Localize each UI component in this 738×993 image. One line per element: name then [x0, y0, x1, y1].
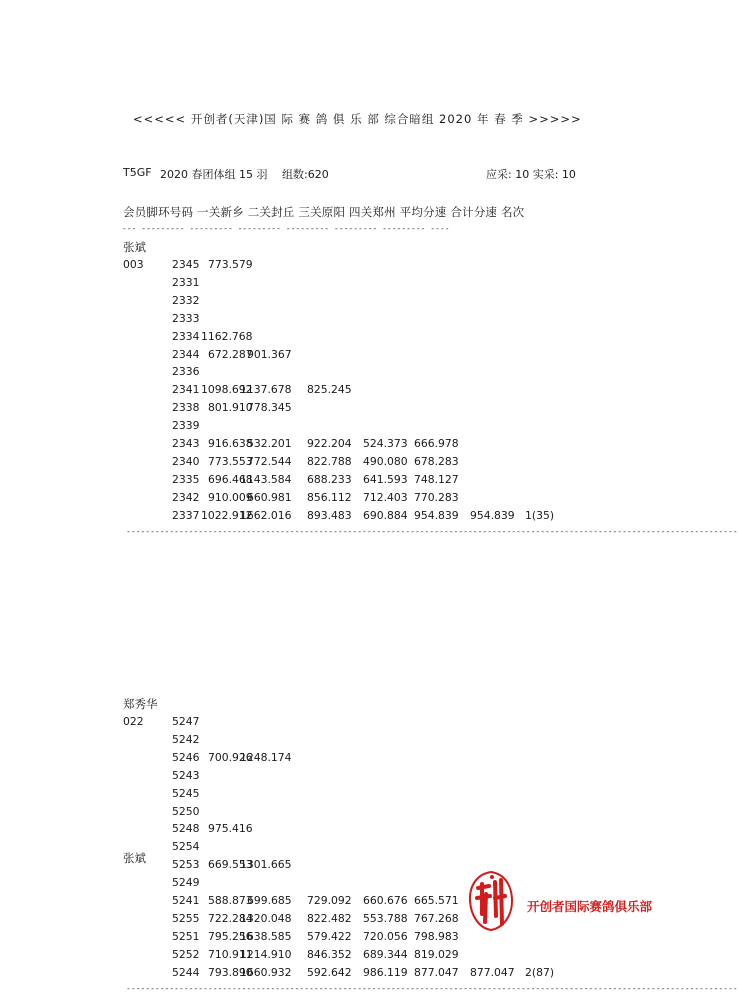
stage-speed: 1248.174: [240, 750, 292, 764]
header-rule: --- --------- --------- --------- --------- --------- --------- ----: [122, 224, 450, 233]
stage-speed: 524.373: [363, 437, 408, 450]
stage-speed: 767.268: [414, 911, 459, 925]
page-title: <<<<< 开创者(天津)国 际 赛 鸽 俱 乐 部 综合暗组 2020 年 春 季 >>>>>: [133, 112, 582, 126]
ring-number: 5251: [172, 929, 200, 943]
stage-speed: 856.112: [307, 490, 352, 504]
ring-number: 5252: [172, 947, 200, 961]
stage-speed: 490.080: [363, 454, 408, 468]
stage-speed: 1022.912: [201, 508, 253, 522]
stage-speed: 748.127: [414, 472, 459, 486]
stage-speed: 729.092: [307, 894, 352, 907]
member-name: 张斌: [123, 240, 146, 254]
member-name: 郑秀华: [123, 697, 158, 711]
ring-number: 2334: [172, 329, 200, 343]
stage-speed: 773.553: [208, 454, 253, 468]
club-logo: [463, 868, 663, 936]
stage-speed: 666.978: [414, 437, 459, 450]
stage-speed: 532.201: [247, 437, 292, 450]
stage-speed: 665.571: [414, 894, 459, 907]
stage-speed: 772.544: [247, 454, 292, 468]
ring-number: 2332: [172, 293, 200, 307]
ring-number: 2342: [172, 490, 200, 504]
stage-speed: 588.873: [208, 894, 253, 907]
stage-speed: 1660.932: [240, 965, 292, 979]
stage-speed: 696.468: [208, 472, 253, 486]
ring-number: 2345: [172, 258, 200, 271]
ring-number: 5254: [172, 840, 200, 854]
stage-speed: 579.422: [307, 929, 352, 943]
ring-number: 5246: [172, 750, 200, 764]
stage-speed: 1143.584: [240, 472, 292, 486]
ring-number: 5244: [172, 965, 200, 979]
ring-number: 2341: [172, 383, 200, 397]
stage-speed: 660.676: [363, 894, 408, 907]
stage-speed: 592.642: [307, 965, 352, 979]
stage-speed: 795.256: [208, 929, 253, 943]
stage-speed: 922.204: [307, 437, 352, 450]
ring-number: 5249: [172, 876, 200, 890]
ring-number: 2336: [172, 365, 200, 379]
stage-speed: 770.283: [414, 490, 459, 504]
stage-speed: 893.483: [307, 508, 352, 522]
stage-speed: 1162.768: [201, 329, 253, 343]
stage-speed: 819.029: [414, 947, 459, 961]
stage-speed: 722.284: [208, 911, 253, 925]
stage-speed: 1301.665: [240, 858, 292, 872]
group-separator: -------------------------------------------------------------------------------------------------------------------------------: [126, 983, 738, 993]
stage-speed: 846.352: [307, 947, 352, 961]
member-id: 003: [123, 258, 144, 271]
collection-counts: 应采: 10 实采: 10: [486, 168, 576, 181]
stage-speed: 669.553: [208, 858, 253, 872]
stage-speed: 986.119: [363, 965, 408, 979]
race-code: T5GF: [123, 166, 152, 179]
column-headers: 会员脚环号码 一关新乡 二关封丘 三关原阳 四关郑州 平均分速 合计分速 名次: [123, 205, 525, 219]
total-speed: 954.839: [470, 508, 515, 522]
group-count: 组数:620: [282, 168, 329, 181]
ring-number: 5248: [172, 822, 200, 836]
stage-speed: 688.233: [307, 472, 352, 486]
club-seal-icon: [463, 868, 519, 934]
stage-speed: 778.345: [247, 401, 292, 415]
stage-speed: 975.416: [208, 822, 253, 836]
stage-speed: 699.685: [247, 894, 292, 907]
member-name: 张斌: [123, 851, 146, 865]
stage-speed: 712.403: [363, 490, 408, 504]
ring-number: 2333: [172, 311, 200, 325]
stage-speed: 793.890: [208, 965, 253, 979]
ring-number: 5245: [172, 786, 200, 800]
ring-number: 5241: [172, 894, 200, 907]
stage-speed: 1662.016: [240, 508, 292, 522]
stage-speed: 672.287: [208, 347, 253, 361]
ring-number: 2344: [172, 347, 200, 361]
stage-speed: 901.367: [247, 347, 292, 361]
ring-number: 5247: [172, 715, 200, 728]
stage-speed: 798.983: [414, 929, 459, 943]
stage-speed: 720.056: [363, 929, 408, 943]
ring-number: 2343: [172, 437, 200, 450]
stage-speed: 954.839: [414, 508, 459, 522]
ring-number: 5253: [172, 858, 200, 872]
stage-speed: 1320.048: [240, 911, 292, 925]
total-speed: 877.047: [470, 965, 515, 979]
stage-speed: 877.047: [414, 965, 459, 979]
ring-number: 2340: [172, 454, 200, 468]
group-separator: -------------------------------------------------------------------------------------------------------------------------------: [126, 526, 738, 536]
rank: 2(87): [525, 965, 555, 979]
ring-number: 2339: [172, 419, 200, 433]
stage-speed: 1098.692: [201, 383, 253, 397]
stage-speed: 822.788: [307, 454, 352, 468]
ring-number: 5255: [172, 911, 200, 925]
stage-speed: 710.911: [208, 947, 253, 961]
rank: 1(35): [525, 508, 555, 522]
stage-speed: 678.283: [414, 454, 459, 468]
ring-number: 5243: [172, 768, 200, 782]
ring-number: 2331: [172, 275, 200, 289]
stage-speed: 1214.910: [240, 947, 292, 961]
stage-speed: 1137.678: [240, 383, 292, 397]
ring-number: 5242: [172, 732, 200, 746]
ring-number: 2338: [172, 401, 200, 415]
stage-speed: 1638.585: [240, 929, 292, 943]
stage-speed: 916.638: [208, 437, 253, 450]
stage-speed: 822.482: [307, 911, 352, 925]
member-id: 022: [123, 715, 144, 728]
stage-speed: 801.910: [208, 401, 253, 415]
stage-speed: 660.981: [247, 490, 292, 504]
stage-speed: 773.579: [208, 258, 253, 271]
stage-speed: 700.926: [208, 750, 253, 764]
club-name: 开创者国际赛鸽俱乐部: [527, 899, 653, 914]
stage-speed: 689.344: [363, 947, 408, 961]
race-name: 2020 春团体组 15 羽: [160, 168, 268, 181]
stage-speed: 553.788: [363, 911, 408, 925]
ring-number: 2337: [172, 508, 200, 522]
stage-speed: 825.245: [307, 383, 352, 397]
stage-speed: 641.593: [363, 472, 408, 486]
ring-number: 2335: [172, 472, 200, 486]
ring-number: 5250: [172, 804, 200, 818]
stage-speed: 910.009: [208, 490, 253, 504]
stage-speed: 690.884: [363, 508, 408, 522]
